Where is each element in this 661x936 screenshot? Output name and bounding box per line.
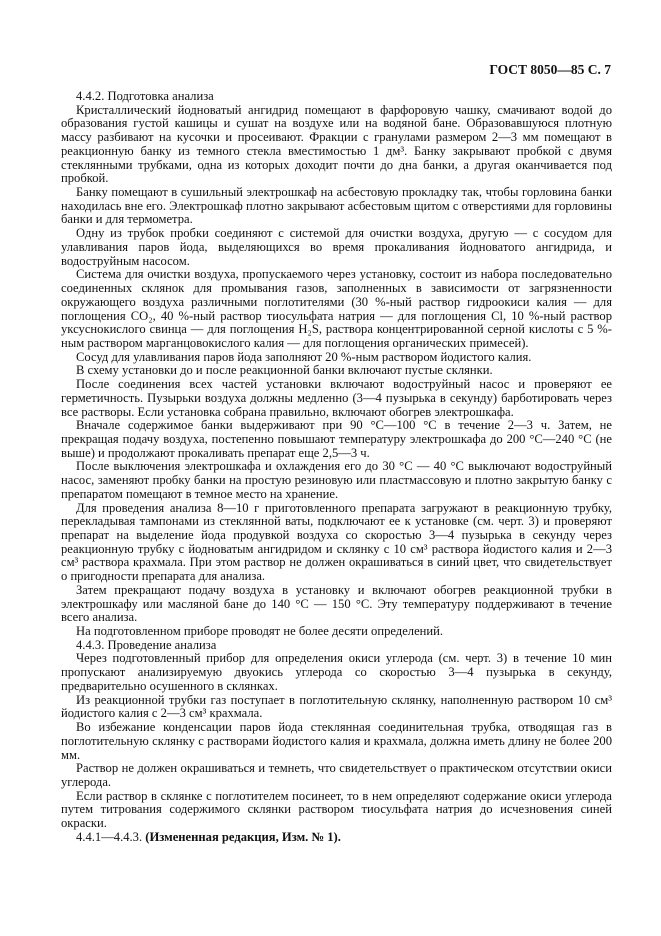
amendment-note <box>61 831 612 845</box>
paragraph: Если раствор в склянке с поглотителем посинеет, то в нем определяют содержание окиси углерода путем титрования содержимого склянки раствором тиосульфата натрия до исчезновения синей окраски. <box>61 788 612 831</box>
paragraph: Для проведения анализа 8—10 г приготовленного препарата загружают в реакционную трубку, перекладывая тампонами из стеклянной ваты, подключают ее к установке (см. черт. 3) и проверяют препарат на выделение йода продувкой воздуха со скоростью 3—4 пузырька в секунду через реакционную трубку с йодноватым ангидридом и склянку с 10 см³ раствора йодистого калия и 2—3 см³ раствора крахмала. При этом раствор не должен окрашиваться в синий цвет, что свидетельствует о пригодности препарата для анализа. <box>61 500 612 584</box>
document-body <box>61 90 612 845</box>
paragraph: Через подготовленный прибор для определения окиси углерода (см. черт. 3) в течение 10 мин пропускают анализируемую двуокись углерода со скоростью 3—4 пузырька в секунду, предварительно осушенного в склянках. <box>61 651 612 693</box>
amendment-ref: 4.4.1—4.4.3. <box>76 829 146 844</box>
paragraph: В схему установки до и после реакционной банки включают пустые склянки. <box>76 363 493 378</box>
paragraph: Система для очистки воздуха, пропускаемого через установку, состоит из набора последовательно соединенных склянок для промывания газов, заполненных в зависимости от загрязненности окружающего воздуха различными поглотителями (30 %-ный раствор гидроокиси калия — для поглощения CO₂, 40 %-ный раствор тиосульфата натрия — для поглощения Cl, 10 %-ный раствор уксуснокислого свинца — для поглощения H₂S, раствора концентрированной серной кислоты с 5 %-ным раствором марганцовокислого калия — для поглощения органических примесей). <box>61 267 612 350</box>
paragraph: На подготовленном приборе проводят не более десяти определений. <box>76 624 444 639</box>
paragraph: Затем прекращают подачу воздуха в установку и включают обогрев реакционной трубки в электрошкафу или масляной бане до 140 °С — 150 °С. Эту температуру поддерживают в течение всего анализа. <box>61 582 612 625</box>
section-heading-4-4-3: 4.4.3. Проведение анализа <box>76 637 217 652</box>
page-header: ГОСТ 8050—85 С. 7 <box>489 62 611 77</box>
paragraph: Вначале содержимое банки выдерживают при 90 °С—100 °С в течение 2—3 ч. Затем, не прекращая подачу воздуха, постепенно повышают температуру электрошкафа до 200 °С—240 °С (не выше) и продолжают прокаливать препарат еще 2,5—3 ч. <box>61 418 612 460</box>
section-heading-4-4-2: 4.4.2. Подготовка анализа <box>76 89 214 103</box>
paragraph: Сосуд для улавливания паров йода заполняют 20 %-ным раствором йодистого калия. <box>76 349 532 364</box>
paragraph: После выключения электрошкафа и охлаждения его до 30 °С — 40 °С выключают водоструйный насос, заменяют пробку банки на простую резиновую или пластмассовую и плотно закрытую банку с препаратом помещают в темное место на хранение. <box>61 459 612 501</box>
paragraph: Банку помещают в сушильный электрошкаф на асбестовую прокладку так, чтобы горловина банки находилась вне его. Электрошкаф плотно закрывают асбестовым щитом с отверстиями для горловины банки и для термометра. <box>61 185 612 227</box>
amendment-text: (Измененная редакция, Изм. № 1). <box>145 829 341 844</box>
paragraph: Во избежание конденсации паров йода стеклянная соединительная трубка, отводящая газ в поглотительную склянку с растворами йодистого калия и крахмала, должна иметь длину не более 200 мм. <box>61 720 612 762</box>
paragraph: Раствор не должен окрашиваться и темнеть, что свидетельствует о практическом отсутствии окиси углерода. <box>61 761 612 789</box>
paragraph: Кристаллический йодноватый ангидрид помещают в фарфоровую чашку, смачивают водой до образования густой кашицы и сушат на воздухе или на водяной бане. Образовавшуюся плотную массу разбивают на кусочки и просеивают. Фракции с гранулами размером 2—3 мм помещают в реакционную банку из темного стекла вместимостью 1 дм³. Банку закрывают пробкой с двумя стеклянными трубками, одна из которых доходит почти до дна банки, а другая оканчивается под пробкой. <box>61 102 612 186</box>
paragraph: После соединения всех частей установки включают водоструйный насос и проверяют ее герметичность. Пузырьки воздуха должны медленно (3—4 пузырька в секунду) барботировать через все растворы. Если установка собрана правильно, включают обогрев электрошкафа. <box>61 377 612 419</box>
paragraph: Одну из трубок пробки соединяют с системой для очистки воздуха, другую — с сосудом для улавливания паров йода, выделяющихся во время прокаливания йодноватого ангидрида, и водоструйным насосом. <box>61 226 612 268</box>
paragraph: Из реакционной трубки газ поступает в поглотительную склянку, наполненную раствором 10 см³ йодистого калия с 2—3 см³ крахмала. <box>61 692 612 721</box>
